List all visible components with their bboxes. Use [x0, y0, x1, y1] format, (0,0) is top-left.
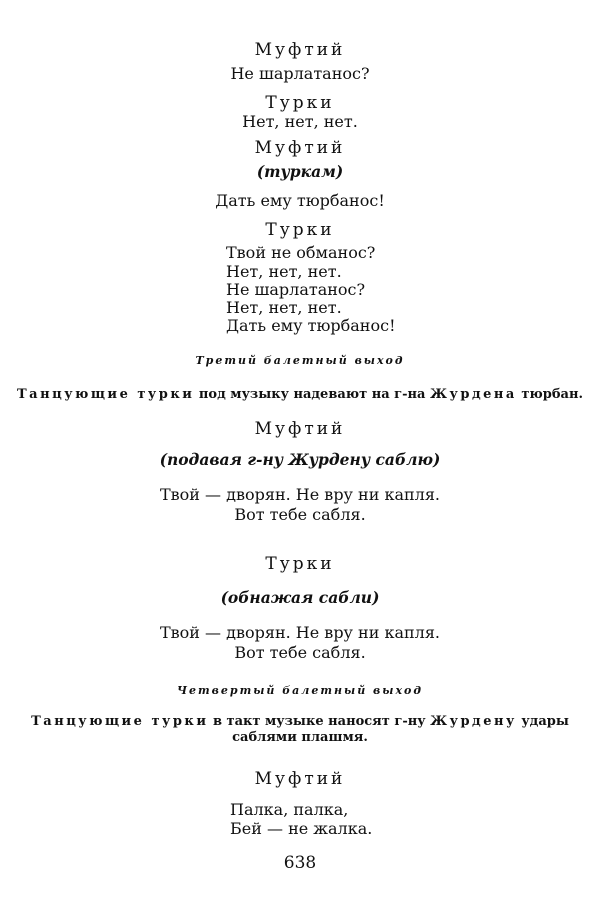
- verse-line: Нет, нет, нет.: [226, 262, 342, 281]
- verse-line: Нет, нет, нет.: [226, 298, 342, 317]
- stage-direction: (подавая г-ну Журдену саблю): [159, 450, 441, 469]
- speaker-turki: Турки: [265, 93, 335, 113]
- prose-text: тюрбан.: [516, 387, 583, 402]
- verse-line: Нет, нет, нет.: [242, 112, 358, 131]
- stage-prose-line2: саблями плашмя.: [232, 730, 368, 745]
- prose-jourdain: Журдену: [430, 714, 517, 729]
- page-number: 638: [283, 853, 317, 873]
- verse-line: Дать ему тюрбанос!: [215, 191, 385, 210]
- ballet-heading: Четвертый балетный выход: [176, 684, 424, 697]
- prose-jourdain: Журдена: [430, 387, 517, 402]
- verse-line: Вот тебе сабля.: [234, 643, 366, 662]
- verse-line: Бей — не жалка.: [230, 819, 373, 838]
- stage-prose: [0, 388, 600, 401]
- prose-text: в такт музыке наносят г-ну: [208, 714, 431, 729]
- verse-line: Твой — дворян. Не вру ни капля.: [159, 623, 441, 642]
- prose-dancers: Танцующие турки: [17, 387, 195, 402]
- stage-direction: (туркам): [256, 162, 344, 181]
- speaker-mufti: Муфтий: [254, 40, 346, 60]
- ballet-heading: Третий балетный выход: [195, 354, 405, 367]
- stage-prose: [0, 715, 600, 728]
- prose-text: под музыку надевают на г-на: [194, 387, 430, 402]
- speaker-mufti: Муфтий: [254, 138, 346, 158]
- speaker-turki: Турки: [265, 554, 335, 574]
- speaker-turki: Турки: [265, 220, 335, 240]
- verse-line: Твой — дворян. Не вру ни капля.: [159, 485, 441, 504]
- verse-line: Вот тебе сабля.: [234, 505, 366, 524]
- verse-line: Не шарлатанос?: [230, 64, 370, 83]
- stage-direction: (обнажая сабли): [220, 588, 380, 607]
- prose-text: удары: [516, 714, 569, 729]
- verse-line: Дать ему тюрбанос!: [226, 316, 396, 335]
- prose-dancers: Танцующие турки: [31, 714, 209, 729]
- speaker-mufti: Муфтий: [254, 769, 346, 789]
- verse-line: Не шарлатанос?: [226, 280, 366, 299]
- speaker-mufti: Муфтий: [254, 419, 346, 439]
- verse-line: Палка, палка,: [230, 800, 349, 819]
- verse-line: Твой не обманос?: [226, 243, 376, 262]
